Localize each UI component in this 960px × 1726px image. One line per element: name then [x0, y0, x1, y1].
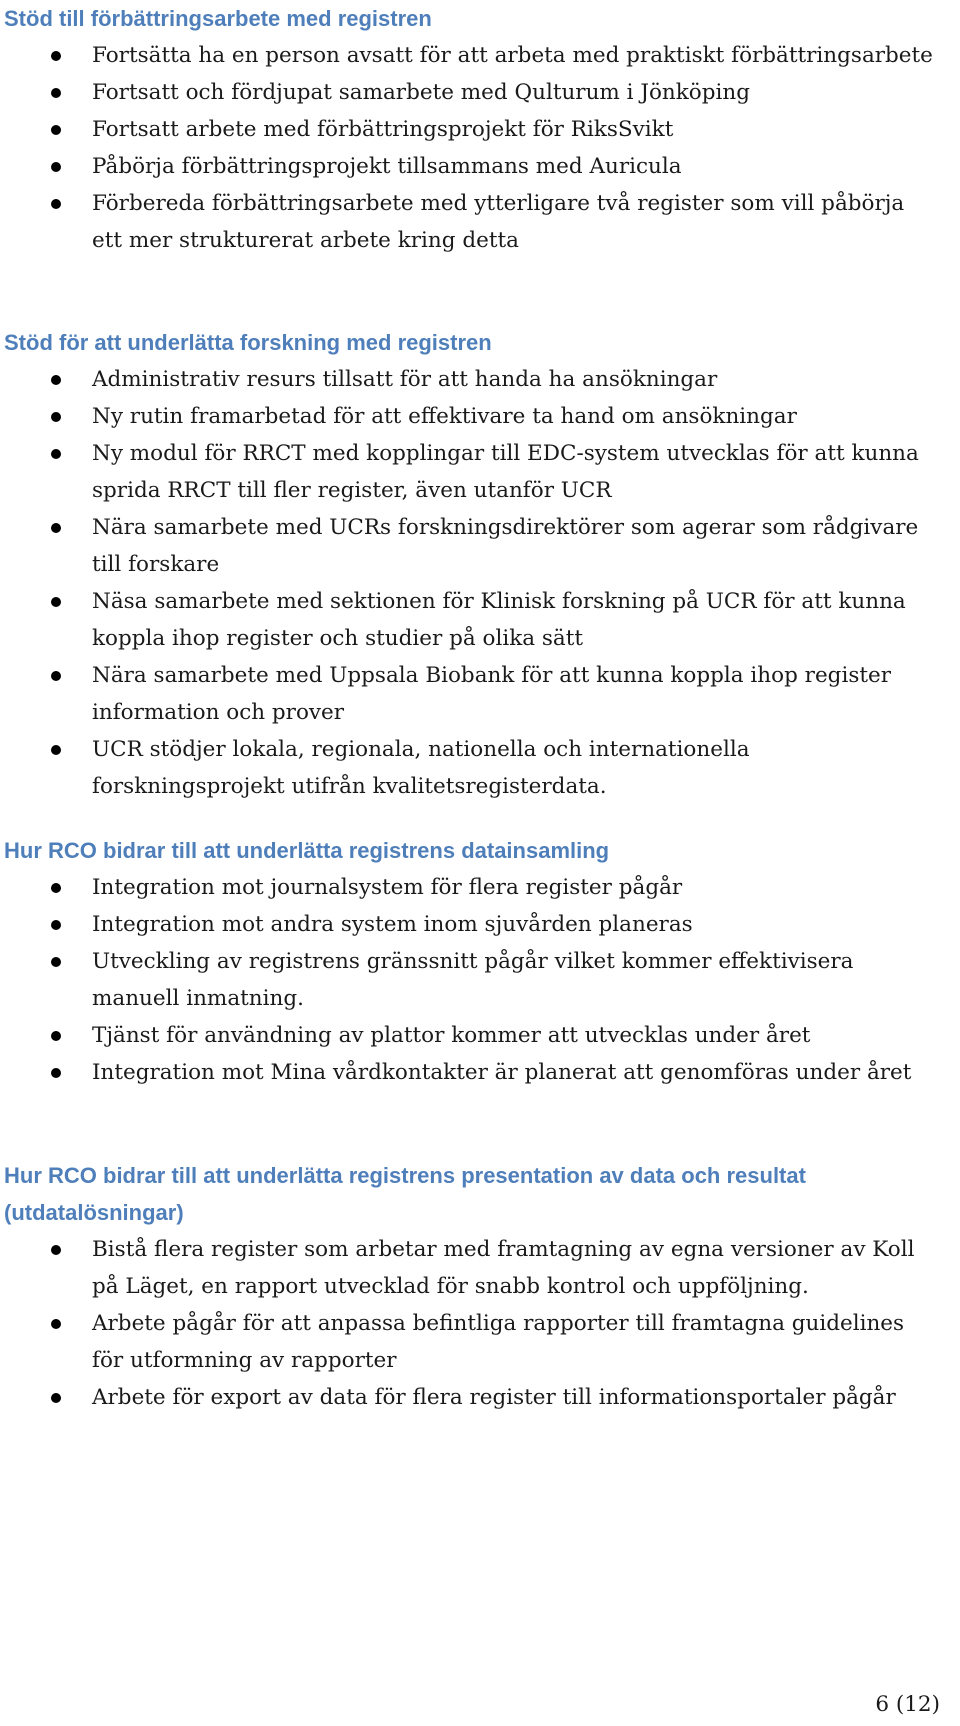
bullet-icon: [51, 375, 61, 385]
bullet-icon: [51, 1393, 61, 1403]
list-item: Fortsatt och fördjupat samarbete med Qulturum i Jönköping: [4, 74, 934, 111]
bullet-icon: [51, 745, 61, 755]
section-datainsamling: [4, 832, 934, 1091]
list-item: Fortsätta ha en person avsatt för att arbeta med praktiskt förbättringsarbete: [4, 37, 934, 74]
bullet-icon: [51, 412, 61, 422]
list-item: Ny rutin framarbetad för att effektivare ta hand om ansökningar: [4, 398, 934, 435]
list-item: Nära samarbete med UCRs forskningsdirektörer som agerar som rådgivare till forskare: [4, 509, 934, 583]
bullet-icon: [51, 162, 61, 172]
bullet-icon: [51, 523, 61, 533]
bullet-icon: [51, 199, 61, 209]
list-item: Integration mot journalsystem för flera register pågår: [4, 869, 934, 906]
list-item: Administrativ resurs tillsatt för att handa ha ansökningar: [4, 361, 934, 398]
list-item: Fortsatt arbete med förbättringsprojekt för RiksSvikt: [4, 111, 934, 148]
list-item: Näsa samarbete med sektionen för Klinisk forskning på UCR för att kunna koppla ihop register och studier på olika sätt: [4, 583, 934, 657]
bullet-icon: [51, 1068, 61, 1078]
bullet-icon: [51, 1319, 61, 1329]
list-item: Bistå flera register som arbetar med framtagning av egna versioner av Koll på Läget, en rapport utvecklad för snabb kontrol och uppföljning.: [4, 1231, 934, 1305]
page-number: 6 (12): [875, 1692, 940, 1717]
bullet-icon: [51, 883, 61, 893]
bullet-icon: [51, 597, 61, 607]
list-item: Integration mot Mina vårdkontakter är planerat att genomföras under året: [4, 1054, 934, 1091]
section-heading: Stöd för att underlätta forskning med registren: [4, 330, 492, 355]
bullet-list: [4, 869, 934, 1091]
section-heading: Hur RCO bidrar till att underlätta registrens presentation av data och resultat (utdatalösningar): [4, 1163, 806, 1225]
bullet-list: [4, 1231, 934, 1416]
list-item: Arbete pågår för att anpassa befintliga rapporter till framtagna guidelines för utformning av rapporter: [4, 1305, 934, 1379]
bullet-icon: [51, 1031, 61, 1041]
bullet-icon: [51, 88, 61, 98]
list-item: Tjänst för användning av plattor kommer att utvecklas under året: [4, 1017, 934, 1054]
section-heading: Stöd till förbättringsarbete med registren: [4, 6, 432, 31]
bullet-icon: [51, 51, 61, 61]
list-item: Utveckling av registrens gränssnitt pågår vilket kommer effektivisera manuell inmatning.: [4, 943, 934, 1017]
section-forskning: [4, 324, 934, 805]
bullet-icon: [51, 671, 61, 681]
list-item: Förbereda förbättringsarbete med ytterligare två register som vill påbörja ett mer strukturerat arbete kring detta: [4, 185, 934, 259]
list-item: Påbörja förbättringsprojekt tillsammans med Auricula: [4, 148, 934, 185]
bullet-icon: [51, 1245, 61, 1255]
list-item: Ny modul för RRCT med kopplingar till EDC-system utvecklas för att kunna sprida RRCT till fler register, även utanför UCR: [4, 435, 934, 509]
section-forbattringsarbete: [4, 0, 934, 259]
list-item: UCR stödjer lokala, regionala, nationella och internationella forskningsprojekt utifrån kvalitetsregisterdata.: [4, 731, 934, 805]
bullet-list: [4, 37, 934, 259]
list-item: Integration mot andra system inom sjuvården planeras: [4, 906, 934, 943]
bullet-icon: [51, 449, 61, 459]
section-heading: Hur RCO bidrar till att underlätta registrens datainsamling: [4, 838, 610, 863]
bullet-icon: [51, 125, 61, 135]
bullet-list: [4, 361, 934, 805]
list-item: Arbete för export av data för flera register till informationsportaler pågår: [4, 1379, 934, 1416]
section-utdatalosningar: [4, 1157, 934, 1416]
bullet-icon: [51, 957, 61, 967]
bullet-icon: [51, 920, 61, 930]
list-item: Nära samarbete med Uppsala Biobank för att kunna koppla ihop register information och prover: [4, 657, 934, 731]
